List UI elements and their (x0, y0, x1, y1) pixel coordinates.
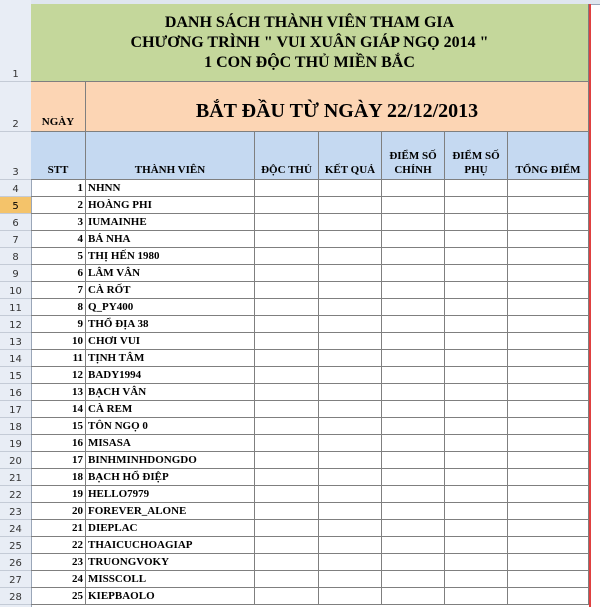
empty-cell[interactable] (445, 520, 508, 537)
empty-cell[interactable] (508, 571, 589, 588)
header-tong-diem[interactable]: TỔNG ĐIỂM (508, 132, 589, 180)
empty-cell[interactable] (445, 469, 508, 486)
empty-cell[interactable] (319, 231, 382, 248)
empty-cell[interactable] (445, 231, 508, 248)
row-number-4[interactable]: 4 (0, 180, 31, 197)
stt-cell[interactable]: 22 (31, 537, 86, 554)
stt-cell[interactable]: 25 (31, 588, 86, 605)
member-name-cell[interactable]: NHNN (86, 180, 255, 197)
empty-cell[interactable] (319, 588, 382, 605)
empty-cell[interactable] (382, 214, 445, 231)
header-stt[interactable]: STT (31, 132, 86, 180)
empty-cell[interactable] (508, 452, 589, 469)
empty-cell[interactable] (319, 384, 382, 401)
empty-cell[interactable] (508, 469, 589, 486)
date-text: BẮT ĐẦU TỪ NGÀY 22/12/2013 (195, 100, 479, 122)
empty-cell[interactable] (508, 231, 589, 248)
row-number-5[interactable]: 5 (0, 197, 31, 214)
member-name-cell[interactable]: CHƠI VUI (86, 333, 255, 350)
row-number-22[interactable]: 22 (0, 486, 31, 503)
empty-cell[interactable] (319, 418, 382, 435)
header-member[interactable]: THÀNH VIÊN (86, 132, 255, 180)
row-number-20[interactable]: 20 (0, 452, 31, 469)
empty-cell[interactable] (445, 214, 508, 231)
empty-cell[interactable] (508, 265, 589, 282)
date-label-cell[interactable] (31, 82, 86, 132)
empty-cell[interactable] (255, 537, 319, 554)
stt-cell[interactable]: 1 (31, 180, 86, 197)
empty-cell[interactable] (445, 367, 508, 384)
member-name-cell[interactable]: TRUONGVOKY (86, 554, 255, 571)
row-number-1[interactable]: 1 (0, 0, 31, 82)
empty-cell[interactable] (508, 520, 589, 537)
member-name-cell[interactable]: HELLO7979 (86, 486, 255, 503)
empty-cell[interactable] (445, 571, 508, 588)
empty-cell[interactable] (508, 299, 589, 316)
empty-cell[interactable] (319, 503, 382, 520)
row-number-26[interactable]: 26 (0, 554, 31, 571)
member-name-cell[interactable]: CÀ REM (86, 401, 255, 418)
member-name-cell[interactable]: KIEPBAOLO (86, 588, 255, 605)
empty-cell[interactable] (255, 435, 319, 452)
title-line-1: DANH SÁCH THÀNH VIÊN THAM GIA (164, 13, 455, 31)
empty-cell[interactable] (445, 554, 508, 571)
empty-cell[interactable] (445, 197, 508, 214)
empty-cell[interactable] (445, 452, 508, 469)
empty-cell[interactable] (255, 520, 319, 537)
empty-cell[interactable] (255, 418, 319, 435)
member-name-cell[interactable]: FOREVER_ALONE (86, 503, 255, 520)
row-number-2[interactable]: 2 (0, 82, 31, 132)
empty-cell[interactable] (319, 214, 382, 231)
empty-cell[interactable] (255, 282, 319, 299)
empty-cell[interactable] (319, 367, 382, 384)
row-number-8[interactable]: 8 (0, 248, 31, 265)
empty-cell[interactable] (319, 401, 382, 418)
empty-cell[interactable] (508, 486, 589, 503)
empty-cell[interactable] (319, 248, 382, 265)
empty-cell[interactable] (445, 537, 508, 554)
stt-cell[interactable]: 23 (31, 554, 86, 571)
empty-cell[interactable] (255, 180, 319, 197)
empty-cell[interactable] (319, 282, 382, 299)
row-number-18[interactable]: 18 (0, 418, 31, 435)
title-line-2: CHƯƠNG TRÌNH " VUI XUÂN GIÁP NGỌ 2014 " (130, 33, 489, 51)
row-header-column (0, 0, 32, 607)
empty-cell[interactable] (508, 554, 589, 571)
row-number-10[interactable]: 10 (0, 282, 31, 299)
empty-cell[interactable] (382, 469, 445, 486)
date-text-cell[interactable] (86, 82, 589, 132)
empty-cell[interactable] (445, 401, 508, 418)
empty-cell[interactable] (382, 520, 445, 537)
empty-cell[interactable] (445, 588, 508, 605)
empty-cell[interactable] (255, 554, 319, 571)
empty-cell[interactable] (382, 265, 445, 282)
empty-cell[interactable] (255, 214, 319, 231)
member-name-cell[interactable]: DIEPLAC (86, 520, 255, 537)
stt-cell[interactable]: 11 (31, 350, 86, 367)
row-number-15[interactable]: 15 (0, 367, 31, 384)
empty-cell[interactable] (382, 180, 445, 197)
member-name-cell[interactable]: MISSCOLL (86, 571, 255, 588)
empty-cell[interactable] (382, 248, 445, 265)
empty-cell[interactable] (319, 333, 382, 350)
empty-cell[interactable] (508, 537, 589, 554)
empty-cell[interactable] (382, 231, 445, 248)
row-number-19[interactable]: 19 (0, 435, 31, 452)
empty-cell[interactable] (445, 384, 508, 401)
stt-cell[interactable]: 21 (31, 520, 86, 537)
member-name-cell[interactable]: HOÀNG PHI (86, 197, 255, 214)
empty-cell[interactable] (382, 486, 445, 503)
empty-cell[interactable] (508, 350, 589, 367)
empty-cell[interactable] (445, 503, 508, 520)
row-number-9[interactable]: 9 (0, 265, 31, 282)
empty-cell[interactable] (445, 299, 508, 316)
empty-cell[interactable] (382, 435, 445, 452)
empty-cell[interactable] (319, 520, 382, 537)
stt-cell[interactable]: 6 (31, 265, 86, 282)
empty-cell[interactable] (382, 350, 445, 367)
row-number-23[interactable]: 23 (0, 503, 31, 520)
empty-cell[interactable] (382, 503, 445, 520)
empty-cell[interactable] (319, 197, 382, 214)
member-name-cell[interactable]: THAICUCHOAGIAP (86, 537, 255, 554)
empty-cell[interactable] (255, 231, 319, 248)
empty-cell[interactable] (508, 197, 589, 214)
empty-cell[interactable] (508, 214, 589, 231)
empty-cell[interactable] (319, 435, 382, 452)
empty-cell[interactable] (382, 554, 445, 571)
row-number-3[interactable]: 3 (0, 132, 31, 180)
empty-cell[interactable] (445, 435, 508, 452)
member-name-cell[interactable]: THỊ HẾN 1980 (86, 248, 255, 265)
empty-cell[interactable] (508, 588, 589, 605)
empty-cell[interactable] (445, 282, 508, 299)
empty-cell[interactable] (508, 282, 589, 299)
empty-cell[interactable] (255, 401, 319, 418)
title-line-3: 1 CON ĐỘC THỦ MIỀN BẮC (204, 53, 415, 71)
member-name-cell[interactable]: BẠCH HỔ ĐIỆP (86, 469, 255, 486)
empty-cell[interactable] (508, 384, 589, 401)
empty-cell[interactable] (382, 316, 445, 333)
stt-cell[interactable]: 16 (31, 435, 86, 452)
empty-cell[interactable] (382, 299, 445, 316)
empty-cell[interactable] (382, 197, 445, 214)
stt-cell[interactable]: 19 (31, 486, 86, 503)
empty-cell[interactable] (382, 537, 445, 554)
stt-cell[interactable]: 8 (31, 299, 86, 316)
stt-cell[interactable]: 12 (31, 367, 86, 384)
member-name-cell[interactable]: Q_PY400 (86, 299, 255, 316)
row-number-11[interactable]: 11 (0, 299, 31, 316)
empty-cell[interactable] (445, 265, 508, 282)
row-number-21[interactable]: 21 (0, 469, 31, 486)
empty-cell[interactable] (255, 486, 319, 503)
member-name-cell[interactable]: CÀ RỐT (86, 282, 255, 299)
empty-cell[interactable] (319, 350, 382, 367)
empty-cell[interactable] (445, 248, 508, 265)
row-number-7[interactable]: 7 (0, 231, 31, 248)
empty-cell[interactable] (508, 401, 589, 418)
member-name-cell[interactable]: TỊNH TÂM (86, 350, 255, 367)
header-ket-qua[interactable]: KẾT QUẢ (319, 132, 382, 180)
stt-cell[interactable]: 14 (31, 401, 86, 418)
stt-cell[interactable]: 17 (31, 452, 86, 469)
stt-cell[interactable]: 9 (31, 316, 86, 333)
empty-cell[interactable] (255, 452, 319, 469)
empty-cell[interactable] (508, 180, 589, 197)
empty-cell[interactable] (255, 469, 319, 486)
empty-cell[interactable] (382, 571, 445, 588)
empty-cell[interactable] (445, 350, 508, 367)
date-label: NGÀY (41, 116, 75, 128)
member-name-cell[interactable]: BINHMINHDONGDO (86, 452, 255, 469)
header-diem-chinh[interactable]: ĐIỂM SỐ CHÍNH (382, 132, 445, 180)
empty-cell[interactable] (508, 248, 589, 265)
stt-cell[interactable]: 3 (31, 214, 86, 231)
empty-cell[interactable] (255, 299, 319, 316)
row-number-28[interactable]: 28 (0, 588, 31, 605)
empty-cell[interactable] (255, 333, 319, 350)
empty-cell[interactable] (319, 554, 382, 571)
stt-cell[interactable]: 24 (31, 571, 86, 588)
header-diem-phu[interactable]: ĐIỂM SỐ PHỤ (445, 132, 508, 180)
empty-cell[interactable] (255, 197, 319, 214)
row-number-27[interactable]: 27 (0, 571, 31, 588)
member-name-cell[interactable]: TÔN NGỌ 0 (86, 418, 255, 435)
empty-cell[interactable] (319, 265, 382, 282)
empty-cell[interactable] (255, 571, 319, 588)
empty-cell[interactable] (255, 248, 319, 265)
header-doc-thu[interactable]: ĐỘC THỦ (255, 132, 319, 180)
empty-cell[interactable] (319, 469, 382, 486)
title-cell[interactable] (31, 4, 589, 82)
empty-cell[interactable] (255, 384, 319, 401)
member-name-cell[interactable]: THỔ ĐỊA 38 (86, 316, 255, 333)
empty-cell[interactable] (382, 282, 445, 299)
row-number-24[interactable]: 24 (0, 520, 31, 537)
empty-cell[interactable] (319, 486, 382, 503)
empty-cell[interactable] (319, 180, 382, 197)
empty-cell[interactable] (382, 333, 445, 350)
row-number-17[interactable]: 17 (0, 401, 31, 418)
empty-cell[interactable] (508, 333, 589, 350)
empty-cell[interactable] (319, 537, 382, 554)
stt-cell[interactable]: 4 (31, 231, 86, 248)
stt-cell[interactable]: 13 (31, 384, 86, 401)
empty-cell[interactable] (445, 333, 508, 350)
empty-cell[interactable] (382, 452, 445, 469)
row-number-12[interactable]: 12 (0, 316, 31, 333)
stt-cell[interactable]: 15 (31, 418, 86, 435)
empty-cell[interactable] (255, 503, 319, 520)
empty-cell[interactable] (319, 316, 382, 333)
empty-cell[interactable] (508, 503, 589, 520)
stt-cell[interactable]: 2 (31, 197, 86, 214)
empty-cell[interactable] (445, 418, 508, 435)
member-name-cell[interactable]: BADY1994 (86, 367, 255, 384)
stt-cell[interactable]: 10 (31, 333, 86, 350)
stt-cell[interactable]: 7 (31, 282, 86, 299)
empty-cell[interactable] (319, 299, 382, 316)
row-number-14[interactable]: 14 (0, 350, 31, 367)
empty-cell[interactable] (508, 418, 589, 435)
empty-cell[interactable] (508, 367, 589, 384)
empty-cell[interactable] (382, 384, 445, 401)
member-name-cell[interactable]: BÁ NHA (86, 231, 255, 248)
page-break-line (589, 4, 591, 607)
stt-cell[interactable]: 20 (31, 503, 86, 520)
empty-cell[interactable] (255, 316, 319, 333)
member-name-cell[interactable]: MISASA (86, 435, 255, 452)
empty-cell[interactable] (255, 367, 319, 384)
member-name-cell[interactable]: LÂM VÂN (86, 265, 255, 282)
empty-cell[interactable] (382, 367, 445, 384)
empty-cell[interactable] (255, 265, 319, 282)
sheet-grid (31, 4, 600, 607)
row-number-25[interactable]: 25 (0, 537, 31, 554)
empty-cell[interactable] (382, 588, 445, 605)
empty-cell[interactable] (255, 588, 319, 605)
empty-cell[interactable] (508, 316, 589, 333)
empty-cell[interactable] (255, 350, 319, 367)
row-number-6[interactable]: 6 (0, 214, 31, 231)
empty-cell[interactable] (319, 571, 382, 588)
row-number-13[interactable]: 13 (0, 333, 31, 350)
empty-cell[interactable] (445, 316, 508, 333)
stt-cell[interactable]: 5 (31, 248, 86, 265)
empty-cell[interactable] (508, 435, 589, 452)
member-name-cell[interactable]: IUMAINHE (86, 214, 255, 231)
member-name-cell[interactable]: BẠCH VÂN (86, 384, 255, 401)
empty-cell[interactable] (382, 418, 445, 435)
stt-cell[interactable]: 18 (31, 469, 86, 486)
row-number-16[interactable]: 16 (0, 384, 31, 401)
empty-cell[interactable] (445, 180, 508, 197)
empty-cell[interactable] (382, 401, 445, 418)
empty-cell[interactable] (319, 452, 382, 469)
empty-cell[interactable] (445, 486, 508, 503)
